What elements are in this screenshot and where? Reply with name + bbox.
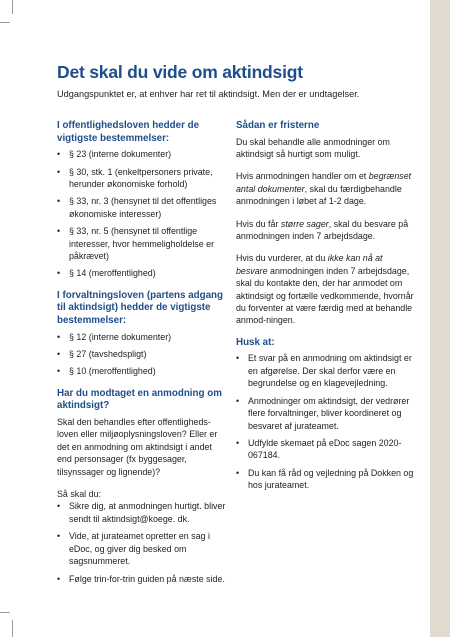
section-heading: I offentlighedsloven hedder de vigtigste bestemmelser: [57, 120, 200, 144]
lead-text: Så skal du: [57, 489, 101, 500]
intro-text: Udgangspunktet er, at enhver har ret til aktindsigt. Men der er undtagelser. [57, 89, 360, 99]
list-item: • Udfylde skemaet på eDoc sagen 2020-067184. [236, 437, 414, 462]
list-item: • § 14 (meroffentlighed) [57, 267, 229, 279]
list-item: • Følge trin-for-trin guiden på næste side. [57, 573, 229, 585]
section-heading: Sådan er fristerne [236, 120, 320, 131]
section-frister [236, 120, 414, 327]
bullet-list [57, 148, 229, 280]
section-heading: Har du modtaget en anmodning om aktindsigt? [57, 387, 222, 412]
list-item: • Sikre dig, at anmodningen hurtigt. bliver sendt til aktindsigt@koege. dk. [57, 500, 229, 525]
section-forvaltningsloven [57, 290, 229, 378]
crop-mark-left-top [0, 22, 10, 23]
paragraph: Hvis du vurderer, at du ikke kan nå at besvare anmodningen inden 7 arbejdsdage, skal du kontakte den, der har anmodet om aktindsigt og fortælle vedkommende, hvornår du forventer at være færdig med at behandle anmod-ningen. [236, 253, 414, 326]
paragraph: Du skal behandle alle anmodninger om aktindsigt så hurtigt som muligt. [236, 136, 390, 159]
left-column [57, 120, 229, 595]
section-husk [236, 337, 414, 492]
paragraph: Hvis du får større sager, skal du besvare på anmodningen inden 7 arbejdsdage. [236, 218, 409, 242]
right-column [236, 120, 414, 502]
list-item: • Du kan få råd og vejledning på Dokken og hos jurateamet. [236, 467, 414, 492]
section-anmodning [57, 388, 229, 585]
emphasis: ikke kan nå at besvare [236, 253, 383, 276]
section-heading: I forvaltningsloven (partens adgang til aktindsigt) hedder de vigtigste bestemmelser: [57, 289, 224, 327]
crop-mark-left-bottom [0, 612, 10, 613]
bullet-list [57, 331, 229, 378]
list-item: • § 33, nr. 5 (hensynet til offentlige interesser, hvor hemmeligholdelse er påkrævet) [57, 225, 229, 262]
decorative-side-strip [430, 0, 450, 637]
list-item: • § 30, stk. 1 (enkeltpersoners private, herunder økonomiske forhold) [57, 166, 229, 191]
section-offentlighedsloven [57, 120, 229, 280]
list-item: • § 23 (interne dokumenter) [57, 148, 229, 160]
bullet-list [57, 500, 229, 584]
list-item: • § 10 (meroffentlighed) [57, 365, 229, 377]
page-title: Det skal du vide om aktindsigt [57, 62, 303, 82]
crop-mark-top-left [12, 0, 13, 14]
crop-mark-bottom-left [12, 620, 13, 637]
paragraph: Hvis anmodningen handler om et begrænset antal dokumenter, skal du færdigbehandle anmodningen i løbet af 1-2 dage. [236, 171, 412, 207]
list-item: • Et svar på en anmodning om aktindsigt er en afgørelse. Der skal derfor være en begrundelse og en klagevejledning. [236, 352, 414, 389]
list-item: • § 33, nr. 3 (hensynet til det offentliges økonomiske interesser) [57, 195, 229, 220]
emphasis: begrænset antal dokumenter [236, 171, 412, 194]
list-item: • Vide, at jurateamet opretter en sag i eDoc, og giver dig besked om sagsnummeret. [57, 530, 229, 567]
list-item: • § 27 (tavshedspligt) [57, 348, 229, 360]
paragraph: Skal den behandles efter offentligheds-loven eller miljøoplysningsloven? Eller er det en anmodning om aktindsigt i andet end personsager (fx byggesager, tilsynssager og lignende)? [57, 417, 218, 477]
section-heading: Husk at: [236, 336, 275, 348]
list-item: • Anmodninger om aktindsigt, der vedrører flere forvaltninger, bliver koordineret og besvaret af jurateamet. [236, 395, 414, 432]
list-item: • § 12 (interne dokumenter) [57, 331, 229, 343]
bullet-list [236, 352, 414, 491]
emphasis: større sager [280, 218, 329, 229]
